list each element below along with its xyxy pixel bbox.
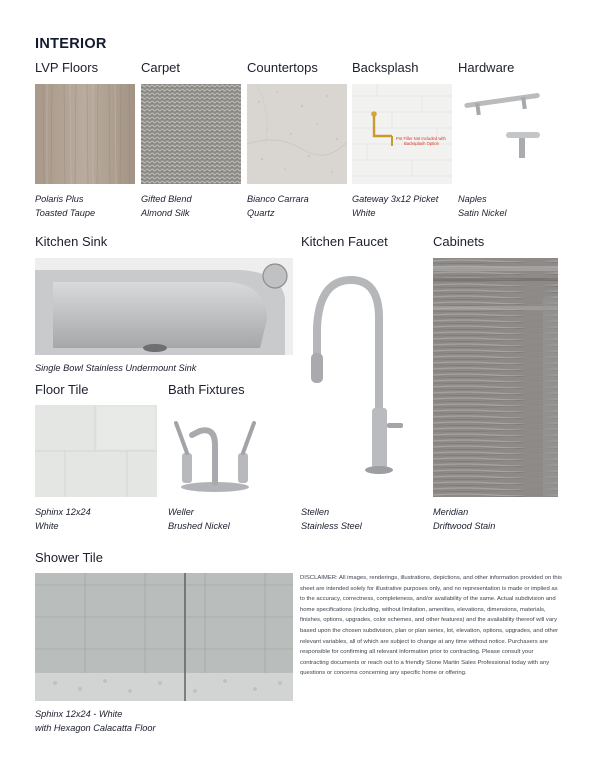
heading-cabinets: Cabinets (433, 234, 485, 249)
kitchen-faucet-finish: Stainless Steel (301, 520, 362, 531)
lvp-name: Polaris Plus (35, 194, 84, 204)
floor-tile-finish: White (35, 520, 59, 531)
caption-shower-tile (35, 708, 156, 735)
heading-bath-fixtures: Bath Fixtures (168, 382, 245, 397)
heading-shower-tile: Shower Tile (35, 550, 103, 565)
heading-floor-tile: Floor Tile (35, 382, 89, 397)
backsplash-note-line-1: Pot Filler Not Included with (396, 136, 446, 141)
lvp-finish: Toasted Taupe (35, 207, 96, 218)
backsplash-note-line-2: Backsplash Option (404, 141, 439, 146)
countertops-finish: Quartz (247, 207, 275, 218)
caption-bath-fixtures (168, 506, 230, 533)
carpet-name: Gifted Blend (141, 194, 192, 204)
hardware-photo (458, 84, 558, 184)
carpet-finish: Almond Silk (141, 207, 190, 218)
caption-kitchen-faucet (301, 506, 362, 533)
shower-tile-name: Sphinx 12x24 - White (35, 709, 123, 719)
countertops-name: Bianco Carrara (247, 194, 309, 204)
caption-hardware (458, 193, 507, 220)
floor-tile-swatch (35, 405, 157, 497)
heading-hardware: Hardware (458, 60, 515, 75)
heading-backsplash: Backsplash (352, 60, 419, 75)
caption-carpet (141, 193, 192, 220)
heading-countertops: Countertops (247, 60, 318, 75)
backsplash-name: Gateway 3x12 Picket (352, 194, 439, 204)
heading-lvp-floors: LVP Floors (35, 60, 99, 75)
caption-backsplash (352, 193, 438, 220)
heading-carpet: Carpet (141, 60, 181, 75)
caption-cabinets (433, 506, 495, 533)
kitchen-faucet-name: Stellen (301, 507, 330, 517)
caption-countertops (247, 193, 309, 220)
backsplash-note (396, 136, 446, 146)
countertop-swatch (247, 84, 347, 184)
kitchen-sink-name: Single Bowl Stainless Undermount Sink (35, 363, 197, 373)
caption-kitchen-sink (35, 362, 196, 376)
lvp-floor-swatch (35, 84, 135, 184)
bath-fixtures-name: Weller (168, 507, 194, 517)
heading-kitchen-faucet: Kitchen Faucet (301, 234, 388, 249)
shower-tile-finish: with Hexagon Calacatta Floor (35, 722, 156, 733)
shower-tile-photo (35, 573, 293, 701)
hardware-finish: Satin Nickel (458, 207, 507, 218)
kitchen-faucet-photo (301, 258, 421, 497)
floor-tile-name: Sphinx 12x24 (35, 507, 91, 517)
heading-kitchen-sink: Kitchen Sink (35, 234, 108, 249)
caption-lvp (35, 193, 95, 220)
cabinet-swatch (433, 258, 558, 497)
backsplash-finish: White (352, 207, 376, 218)
kitchen-sink-photo (35, 258, 293, 355)
disclaimer-text: DISCLAIMER: All images, renderings, illustrations, depictions, and other information provided on this sheet are intended solely for illustrative purposes only, and no representation is made or implied as to the accuracy, correctness, completeness, and/or availability of the same. Actual subdivision and home specifications (including, without limitation, amenities, elevations, dimensions, materials, finishes, options, upgrades, color schemes, and other features) and the availability thereof will vary based upon the chosen subdivision, plan or plan series, lot, elevation, options, upgrades, and other relevant variables, all of which are subject to change at any time without notice. Purchasers are responsible for confirming all relevant information prior to contracting. Please consult your contracting documents or reach out to a friendly Stone Martin Sales Professional today with any questions or concerns concerning any specific home or offering. (300, 575, 562, 677)
page-title: INTERIOR (35, 36, 107, 52)
bath-fixtures-finish: Brushed Nickel (168, 520, 230, 531)
cabinets-name: Meridian (433, 507, 469, 517)
backsplash-photo (352, 84, 452, 184)
bath-fixture-photo (168, 405, 263, 497)
hardware-name: Naples (458, 194, 487, 204)
carpet-swatch (141, 84, 241, 184)
cabinets-finish: Driftwood Stain (433, 520, 496, 531)
caption-floor-tile (35, 506, 91, 533)
